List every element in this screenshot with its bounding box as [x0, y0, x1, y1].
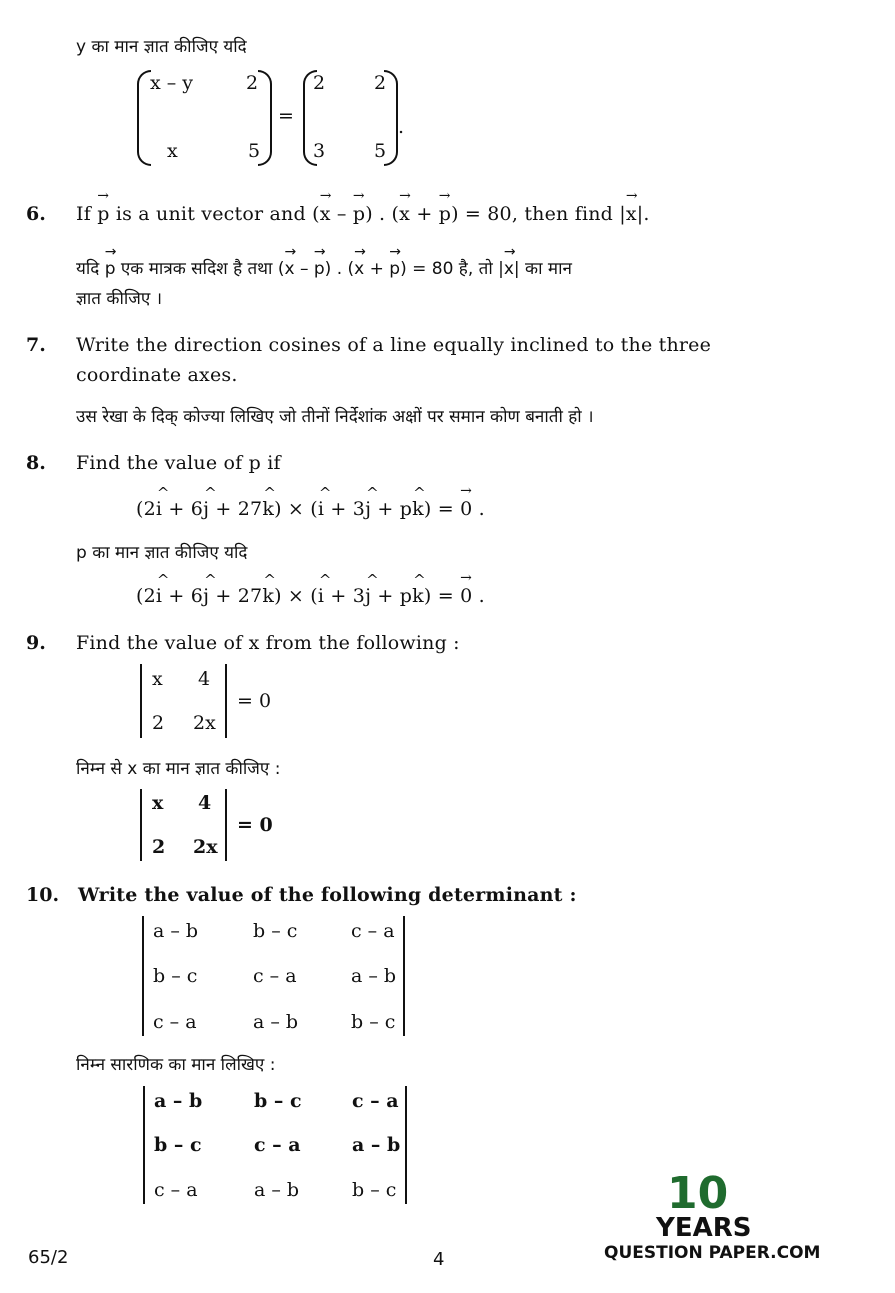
det-bar-right	[225, 664, 227, 738]
q8-equation-repeat: (2^ i + 6^ j + 27^ k) × (^ i + 3^ j + p^ k) = → 0 .	[136, 585, 485, 607]
q6-hindi: यदि → p एक मात्रक सदिश है तथा (→ x – → p) . (→ x + → p) = 80 है, तो |→ x| का मान	[76, 256, 572, 279]
det-bar-left	[142, 916, 144, 1036]
q7-english-line2: coordinate axes.	[76, 364, 238, 386]
q8-equation: (2^ i + 6^ j + 27^ k) × (^ i + 3^ j + p^ k) = → 0 .	[136, 498, 485, 520]
det-cell: c – a	[253, 965, 297, 987]
question-number: 6.	[26, 203, 46, 225]
det-cell: a – b	[253, 1011, 299, 1033]
det-bar-right	[405, 1086, 407, 1204]
det-cell: 2	[152, 836, 166, 858]
page-number: 4	[433, 1249, 445, 1270]
matrix-cell: 3	[313, 140, 326, 162]
det-cell: a – b	[154, 1090, 203, 1112]
det-cell: c – a	[351, 920, 395, 942]
q7-english-line1: Write the direction cosines of a line equally inclined to the three	[76, 334, 712, 356]
det-cell: a – b	[254, 1179, 300, 1201]
det-bar-left	[140, 789, 142, 861]
det-bar-right	[225, 789, 227, 861]
logo-years: YEARS	[656, 1213, 752, 1243]
det-cell: a – b	[351, 965, 397, 987]
question-number: 7.	[26, 334, 46, 356]
det-bar-right	[403, 916, 405, 1036]
det-cell: a – b	[153, 920, 199, 942]
det-cell: b – c	[154, 1134, 202, 1156]
logo-ten: 10	[667, 1168, 729, 1219]
det-cell: 2x	[193, 836, 218, 858]
matrix-cell: 2	[246, 72, 259, 94]
q7-hindi: उस रेखा के दिक् कोज्या लिखिए जो तीनों निर्देशांक अक्षों पर समान कोण बनाती हो ।	[76, 407, 594, 427]
matrix-cell: 2	[313, 72, 326, 94]
logo-site: QUESTION PAPER.COM	[604, 1243, 821, 1263]
matrix-cell: x	[167, 140, 178, 162]
q9-english-prompt: Find the value of x from the following :	[76, 632, 460, 654]
det-cell: 2	[152, 712, 165, 734]
det-cell: c – a	[352, 1090, 399, 1112]
equals-sign: =	[278, 105, 294, 127]
q8-hindi-prompt: p का मान ज्ञात कीजिए यदि	[76, 543, 248, 563]
matrix-cell: 5	[374, 140, 387, 162]
matrix-cell: 5	[248, 140, 261, 162]
det-bar-left	[143, 1086, 145, 1204]
left-paren	[137, 70, 151, 166]
right-paren	[258, 70, 272, 166]
det-cell: c – a	[153, 1011, 197, 1033]
period: .	[398, 116, 405, 138]
matrix-cell: x – y	[150, 72, 194, 94]
right-paren	[384, 70, 398, 166]
q6-english: If → p is a unit vector and (→ x – → p) . (→ x + → p) = 80, then find |→ x|.	[76, 203, 650, 225]
q8-english-prompt: Find the value of p if	[76, 452, 281, 474]
det-cell: 4	[198, 792, 212, 814]
question-number: 8.	[26, 452, 46, 474]
question-number: 10.	[26, 884, 60, 906]
det-cell: b – c	[253, 920, 298, 942]
q9-rhs: = 0	[237, 690, 272, 712]
det-cell: c – a	[154, 1179, 198, 1201]
det-cell: 2x	[193, 712, 216, 734]
det-cell: b – c	[352, 1179, 397, 1201]
det-cell: b – c	[153, 965, 198, 987]
question-number: 9.	[26, 632, 46, 654]
det-cell: b – c	[351, 1011, 396, 1033]
det-bar-left	[140, 664, 142, 738]
det-cell: a – b	[352, 1134, 401, 1156]
q10-english-prompt: Write the value of the following determinant :	[78, 884, 577, 906]
det-cell: x	[152, 668, 163, 690]
det-cell: c – a	[254, 1134, 301, 1156]
det-cell: b – c	[254, 1090, 302, 1112]
q10-hindi-prompt: निम्न सारणिक का मान लिखिए :	[76, 1055, 276, 1075]
q9-hindi-prompt: निम्न से x का मान ज्ञात कीजिए :	[76, 759, 281, 779]
q9-rhs-repeat: = 0	[237, 814, 273, 836]
paper-code: 65/2	[28, 1247, 69, 1268]
det-cell: 4	[198, 668, 211, 690]
q6-hindi-line2: ज्ञात कीजिए ।	[76, 289, 163, 309]
q5-hindi-prompt: y का मान ज्ञात कीजिए यदि	[76, 37, 247, 57]
matrix-cell: 2	[374, 72, 387, 94]
det-cell: x	[152, 792, 164, 814]
